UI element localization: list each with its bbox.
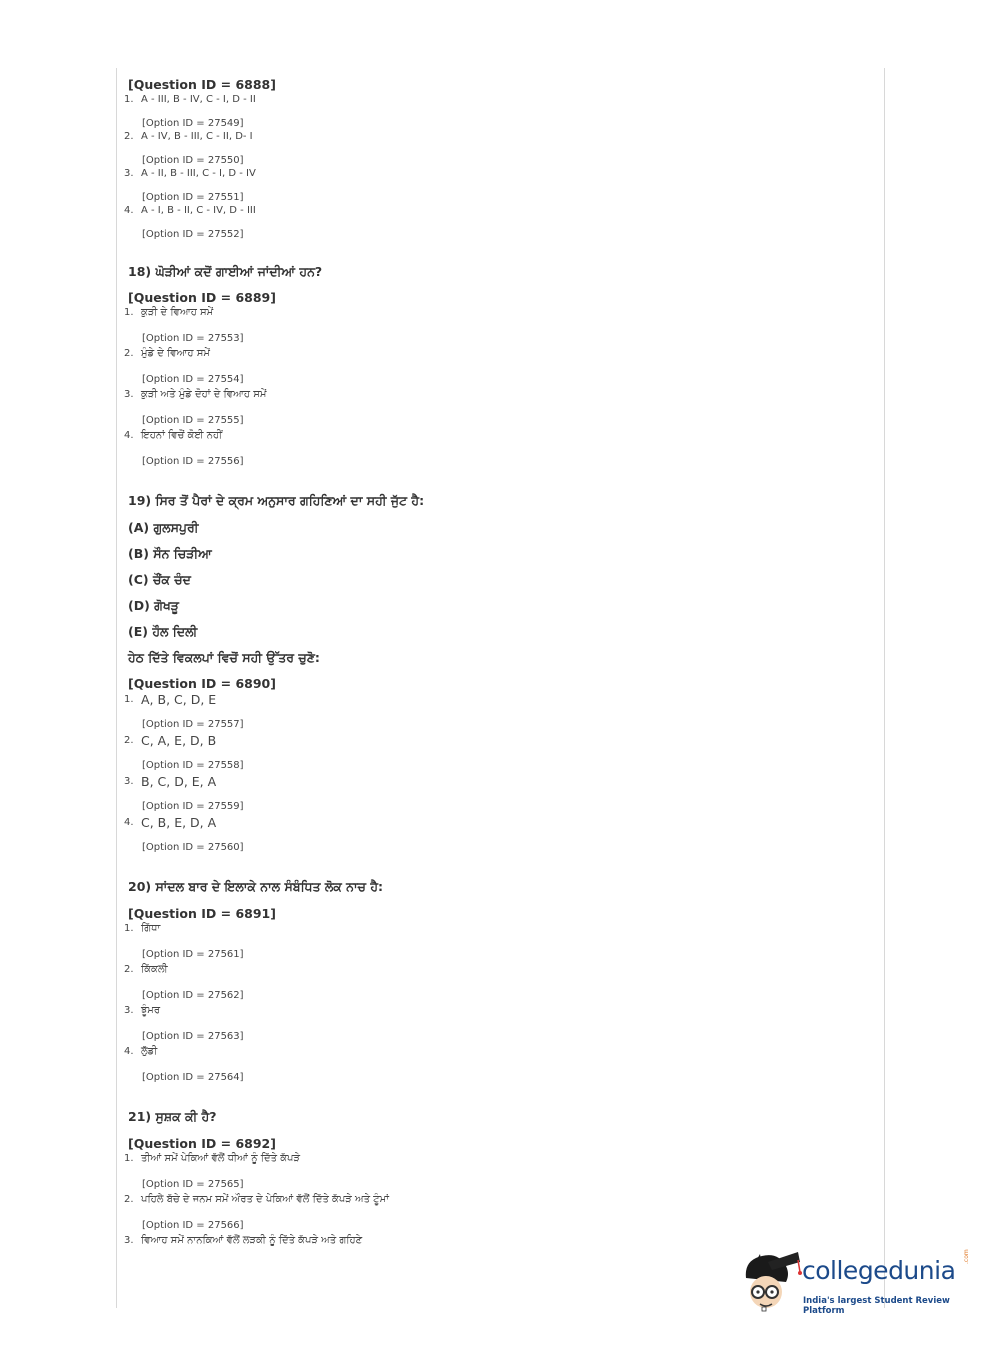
instruction-text: ਹੇਠ ਦਿੱਤੇ ਵਿਕਲਪਾਂ ਵਿਚੋਂ ਸਹੀ ਉੱਤਰ ਚੁਣੋ: [128, 650, 320, 665]
mascot-icon [738, 1248, 802, 1314]
option-id: [Option ID = 27552] [142, 229, 244, 240]
option-2: 2. C, A, E, D, B [124, 733, 217, 748]
question-id: [Question ID = 6890] [128, 676, 276, 691]
question-paper [124, 76, 864, 1248]
option-1: 1. A - III, B - IV, C - I, D - II [124, 94, 256, 105]
option-3: 3. ਵਿਆਹ ਸਮੇਂ ਨਾਨਕਿਆਂ ਵੱਲੋਂ ਲੜਕੀ ਨੂੰ ਦਿੱਤੇ ਕੱਪੜੇ ਅਤੇ ਗਹਿਣੇ [124, 1235, 363, 1246]
question-19-block [124, 492, 864, 854]
collegedunia-logo[interactable] [738, 1246, 968, 1318]
list-item: (B) ਸੌਨ ਚਿੜੀਆ [128, 546, 212, 561]
question-text: 20) ਸਾਂਦਲ ਬਾਰ ਦੇ ਇਲਾਕੇ ਨਾਲ ਸੰਬੰਧਿਤ ਲੋਕ ਨਾਚ ਹੈ: [128, 879, 383, 894]
option-id: [Option ID = 27559] [142, 801, 244, 812]
question-17-block [124, 76, 864, 241]
option-4: 4. ਇਹਨਾਂ ਵਿਚੋਂ ਕੋਈ ਨਹੀਂ [124, 430, 223, 441]
question-id: [Question ID = 6889] [128, 290, 276, 305]
page-left-rule [116, 68, 117, 1308]
question-text: 19) ਸਿਰ ਤੋਂ ਪੈਰਾਂ ਦੇ ਕ੍ਰਮ ਅਨੁਸਾਰ ਗਹਿਣਿਆਂ ਦਾ ਸਹੀ ਜੁੱਟ ਹੈ: [128, 493, 425, 508]
option-id: [Option ID = 27560] [142, 842, 244, 853]
option-3: 3. ਕੁੜੀ ਅਤੇ ਮੁੰਡੇ ਦੋਹਾਂ ਦੇ ਵਿਆਹ ਸਮੇਂ [124, 389, 267, 400]
option-id: [Option ID = 27556] [142, 456, 244, 467]
option-id: [Option ID = 27564] [142, 1072, 244, 1083]
option-4: 4. C, B, E, D, A [124, 815, 217, 830]
question-text: 21) ਸੁਸ਼ਕ ਕੀ ਹੈ? [128, 1109, 217, 1124]
option-1: 1. ਤੀਆਂ ਸਮੇਂ ਪੇਕਿਆਂ ਵੱਲੋਂ ਧੀਆਂ ਨੂੰ ਦਿੱਤੇ ਕੱਪੜੇ [124, 1153, 300, 1164]
list-item: (C) ਚੌਂਕ ਚੰਦ [128, 572, 191, 587]
option-id: [Option ID = 27557] [142, 719, 244, 730]
option-id: [Option ID = 27554] [142, 374, 244, 385]
option-1: 1. A, B, C, D, E [124, 692, 217, 707]
option-id: [Option ID = 27553] [142, 333, 244, 344]
brand-com: .com [963, 1249, 970, 1264]
option-id: [Option ID = 27549] [142, 118, 244, 129]
question-18-block [124, 263, 864, 468]
option-id: [Option ID = 27563] [142, 1031, 244, 1042]
option-2: 2. ਪਹਿਲੇ ਬੱਚੇ ਦੇ ਜਨਮ ਸਮੇਂ ਔਰਤ ਦੇ ਪੇਕਿਆਂ ਵੱਲੋਂ ਦਿੱਤੇ ਕੱਪੜੇ ਅਤੇ ਟੂੰਮਾਂ [124, 1194, 389, 1205]
option-2: 2. A - IV, B - III, C - II, D- I [124, 131, 253, 142]
page-right-rule [884, 68, 885, 1308]
question-21-block [124, 1108, 864, 1248]
option-id: [Option ID = 27551] [142, 192, 244, 203]
option-4: 4. A - I, B - II, C - IV, D - III [124, 205, 256, 216]
list-item: (A) ਗੁਲਸਪੁਰੀ [128, 520, 199, 535]
option-1: 1. ਕੁੜੀ ਦੇ ਵਿਆਹ ਸਮੇਂ [124, 307, 214, 318]
option-id: [Option ID = 27555] [142, 415, 244, 426]
list-item: (E) ਹੌਲ ਦਿਲੀ [128, 624, 198, 639]
option-1: 1. ਗਿੱਧਾ [124, 923, 161, 934]
option-3: 3. B, C, D, E, A [124, 774, 217, 789]
question-id: [Question ID = 6891] [128, 906, 276, 921]
option-4: 4. ਲੁੱਡੀ [124, 1046, 158, 1057]
option-id: [Option ID = 27550] [142, 155, 244, 166]
question-id: [Question ID = 6892] [128, 1136, 276, 1151]
list-item: (D) ਗੋਖੜੂ [128, 598, 179, 613]
option-3: 3. ਝੂੰਮਰ [124, 1005, 161, 1016]
option-id: [Option ID = 27562] [142, 990, 244, 1001]
brand-tagline: India's largest Student Review Platform [803, 1296, 950, 1316]
option-id: [Option ID = 27566] [142, 1220, 244, 1231]
question-text: 18) ਘੋੜੀਆਂ ਕਦੋਂ ਗਾਈਆਂ ਜਾਂਦੀਆਂ ਹਨ? [128, 264, 323, 279]
option-id: [Option ID = 27565] [142, 1179, 244, 1190]
option-id: [Option ID = 27561] [142, 949, 244, 960]
option-3: 3. A - II, B - III, C - I, D - IV [124, 168, 256, 179]
question-id: [Question ID = 6888] [128, 77, 276, 92]
option-2: 2. ਕਿੱਕਲੀ [124, 964, 168, 975]
option-id: [Option ID = 27558] [142, 760, 244, 771]
question-20-block [124, 878, 864, 1084]
option-2: 2. ਮੁੰਡੇ ਦੇ ਵਿਆਹ ਸਮੇਂ [124, 348, 210, 359]
brand-name: collegedunia [802, 1256, 956, 1285]
